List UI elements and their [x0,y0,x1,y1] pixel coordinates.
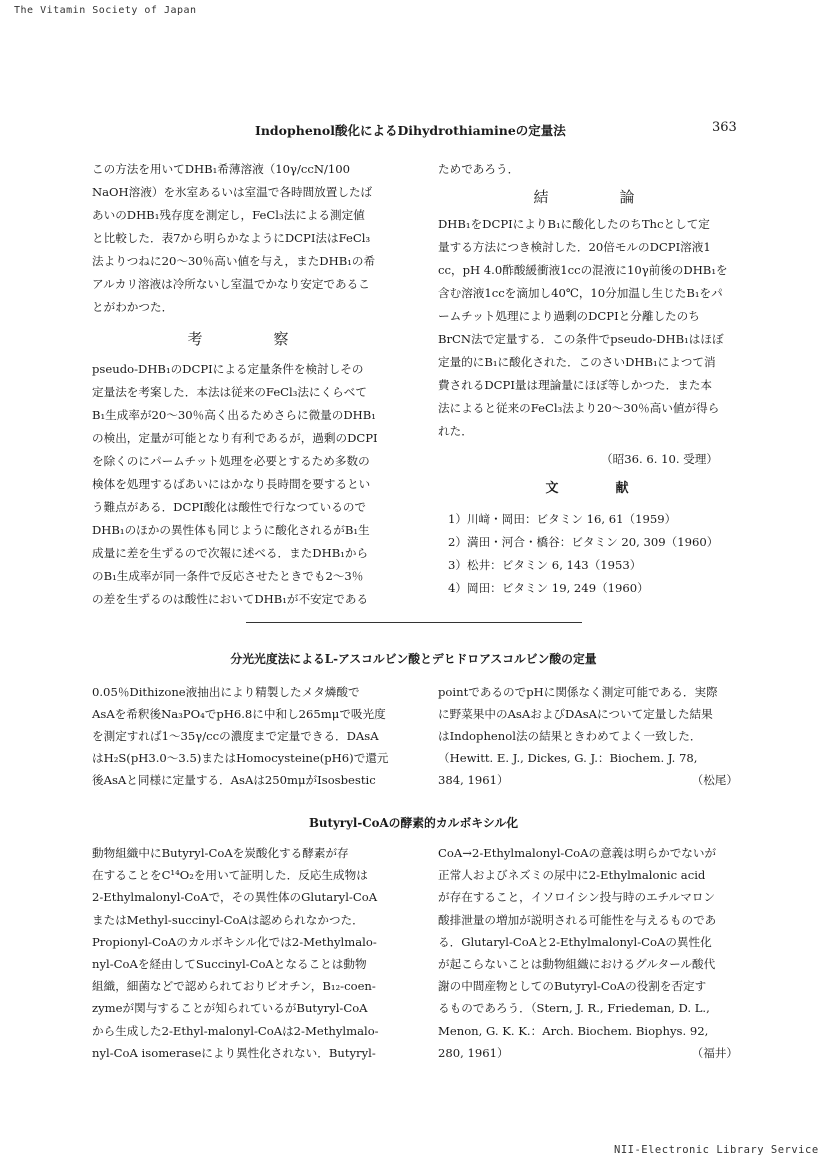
body-line: の差を生ずるのは酸性においてDHB₁が不安定である [92,592,369,606]
body-line: れた． [438,424,473,438]
article3-title: Butyryl-CoAの酵素的カルボキシル化 [308,816,519,830]
body-line: AsAを希釈後Na₃PO₄でpH6.8に中和し265mμで吸光度 [92,707,386,721]
body-line: B₁生成率が20〜30％高く出るためさらに微量のDHB₁ [92,408,376,422]
body-line: 2-Ethylmalonyl-CoAで，その異性体のGlutaryl-CoA [92,890,378,905]
body-line: に野菜果中のAsAおよびDAsAについて定量した結果 [438,707,713,721]
body-line: DHB₁をDCPIによりB₁に酸化したのちThcとして定 [438,217,710,231]
body-line: のB₁生成率が同一条件で反応させたときでも2〜3％ [92,569,364,583]
body-line: BrCN法で定量する．この条件でpseudo-DHB₁はほぼ [438,332,724,346]
references-heading: 文 献 [545,481,651,496]
body-line: を除くのにパームチット処理を必要とするため多数の [92,454,370,468]
conclusion-heading: 結 論 [533,188,663,206]
body-line: 酸排泄量の増加が説明される可能性を与えるものであ [438,912,717,927]
body-line: （Hewitt. E. J., Dickes, G. J.：Biochem. J. 78, [438,751,698,765]
body-line: この方法を用いてDHB₁希薄溶液（10γ/ccN/100 [92,162,351,176]
body-line: pseudo-DHB₁のDCPIによる定量条件を検討しその [92,362,364,376]
body-line: nyl-CoA isomeraseにより異性化されない．Butyryl- [92,1045,376,1060]
article3-author: （福井） [691,1046,738,1060]
article2-left-column [92,681,412,791]
body-line: 0.05％Dithizone液抽出により精製したメタ燐酸で [92,685,360,699]
reference-item: 3）松井：ビタミン 6, 143（1953） [448,558,642,572]
body-line: ームチット処理により過剰のDCPIと分離したのち [438,309,700,323]
body-line: が起こらないことは動物組織におけるグルタール酸代 [438,957,716,972]
body-line: Menon, G. K. K.：Arch. Biochem. Biophys. 92, [438,1023,709,1038]
body-line: 在することをC¹⁴O₂を用いて証明した．反応生成物は [92,868,368,883]
body-line: 含む溶液1ccを滴加し40℃，10分加温し生じたB₁をパ [438,286,723,300]
body-line: 謝の中間産物としてのButyryl-CoAの役割を否定す [438,979,707,994]
body-line: pointであるのでpHに関係なく測定可能である．実際 [438,685,718,699]
reference-item: 2）満田・河合・橋谷：ビタミン 20, 309（1960） [448,535,719,549]
body-line: zymeが関与することが知られているがButyryl-CoA [92,1001,368,1016]
discussion-heading: 考 察 [187,330,317,348]
body-line: ためであろう． [438,162,520,176]
article2-title: 分光光度法によるL-アスコルビン酸とデヒドロアスコルビン酸の定量 [230,652,597,666]
body-line: から生成した2-Ethyl-malonyl-CoAは2-Methylmalo- [92,1023,379,1038]
reference-item: 4）岡田：ビタミン 19, 249（1960） [448,581,649,595]
body-line: 組織，細菌などで認められておりビオチン，B₁₂-coen- [92,979,376,994]
body-line: 正常人およびネズミの尿中に2-Ethylmalonic acid [438,868,706,883]
body-line: nyl-CoAを経由してSuccinyl-CoAとなることは動物 [92,957,367,972]
body-line: あいのDHB₁残存度を測定し，FeCl₃法による測定値 [92,208,365,222]
body-line: 費されるDCPI量は理論量にほぼ等しかつた．また本 [438,378,713,392]
body-line: はH₂S(pH3.0〜3.5)またはHomocysteine(pH6)で還元 [92,751,389,765]
body-line: アルカリ溶液は冷所ないし室温でかなり安定であるこ [92,277,370,291]
body-line: が存在すること，イソロイシン投与時のエチルマロン [438,890,716,905]
body-line: 検体を処理するばあいにはかなり長時間を要するとい [92,477,371,491]
article2-author: （松尾） [691,773,738,787]
received-date: （昭36. 6. 10. 受理） [601,452,718,466]
body-line: の検出，定量が可能となり有利であるが，過剰のDCPI [92,431,378,445]
page-number: 363 [712,120,737,135]
body-line: DHB₁のほかの異性体も同じように酸化されるがB₁生 [92,523,370,537]
body-line: Propionyl-CoAのカルボキシル化では2-Methylmalo- [92,934,377,949]
body-line: 成量に差を生ずるので次報に述べる．またDHB₁から [92,546,369,560]
body-line: を測定すれば1〜35γ/ccの濃度まで定量できる．DAsA [92,729,379,743]
body-line: cc，pH 4.0酢酸緩衝液1ccの混液に10γ前後のDHB₁を [438,263,728,277]
library-service-footer: NII-Electronic Library Service [614,1144,819,1156]
body-line: はIndophenol法の結果ときわめてよく一致した． [438,729,702,743]
body-line: 定量法を考案した．本法は従来のFeCl₃法にくらべて [92,385,367,399]
body-line: と比較した．表7から明らかなようにDCPI法はFeCl₃ [92,231,371,245]
body-line: NaOH溶液）を氷室あるいは室温で各時間放置したば [92,185,373,199]
body-line: 法よりつねに20〜30％高い値を与え，またDHB₁の希 [92,254,376,268]
body-line: る．Glutaryl-CoAと2-Ethylmalonyl-CoAの異性化 [438,934,712,949]
body-line: 法によると従来のFeCl₃法より20〜30％高い値が得ら [438,401,720,415]
top-right-column [438,158,758,600]
reference-list [438,508,758,600]
article3-right-column [438,842,758,1064]
section-divider [246,622,582,623]
body-line: またはMethyl-succinyl-CoAは認められなかつた． [92,912,364,927]
society-watermark: The Vitamin Society of Japan [14,5,197,16]
reference-item: 1）川﨑・岡田：ビタミン 16, 61（1959） [448,512,677,526]
body-line: るものであろう．（Stern, J. R., Friedeman, D. L., [438,1001,710,1016]
article3-left-column [92,842,412,1064]
body-line: 280, 1961） [438,1045,509,1060]
body-line: 量する方法につき検討した．20倍モルのDCPI溶液1 [438,240,711,254]
body-line: 動物組織中にButyryl-CoAを炭酸化する酵素が存 [92,846,349,860]
body-line: CoA→2-Ethylmalonyl-CoAの意義は明らかでないが [438,846,717,860]
body-line: う難点がある．DCPI酸化は酸性で行なつているので [92,500,367,514]
body-line: 384, 1961） [438,773,509,787]
body-line: とがわかつた． [92,300,174,314]
top-left-column [92,158,412,611]
body-line: 後AsAと同様に定量する．AsAは250mμがIsosbestic [92,773,376,787]
running-title: Indophenol酸化によるDihydrothiamineの定量法 [255,123,566,138]
body-line: 定量的にB₁に酸化された．このさいDHB₁によつて消 [438,355,716,369]
